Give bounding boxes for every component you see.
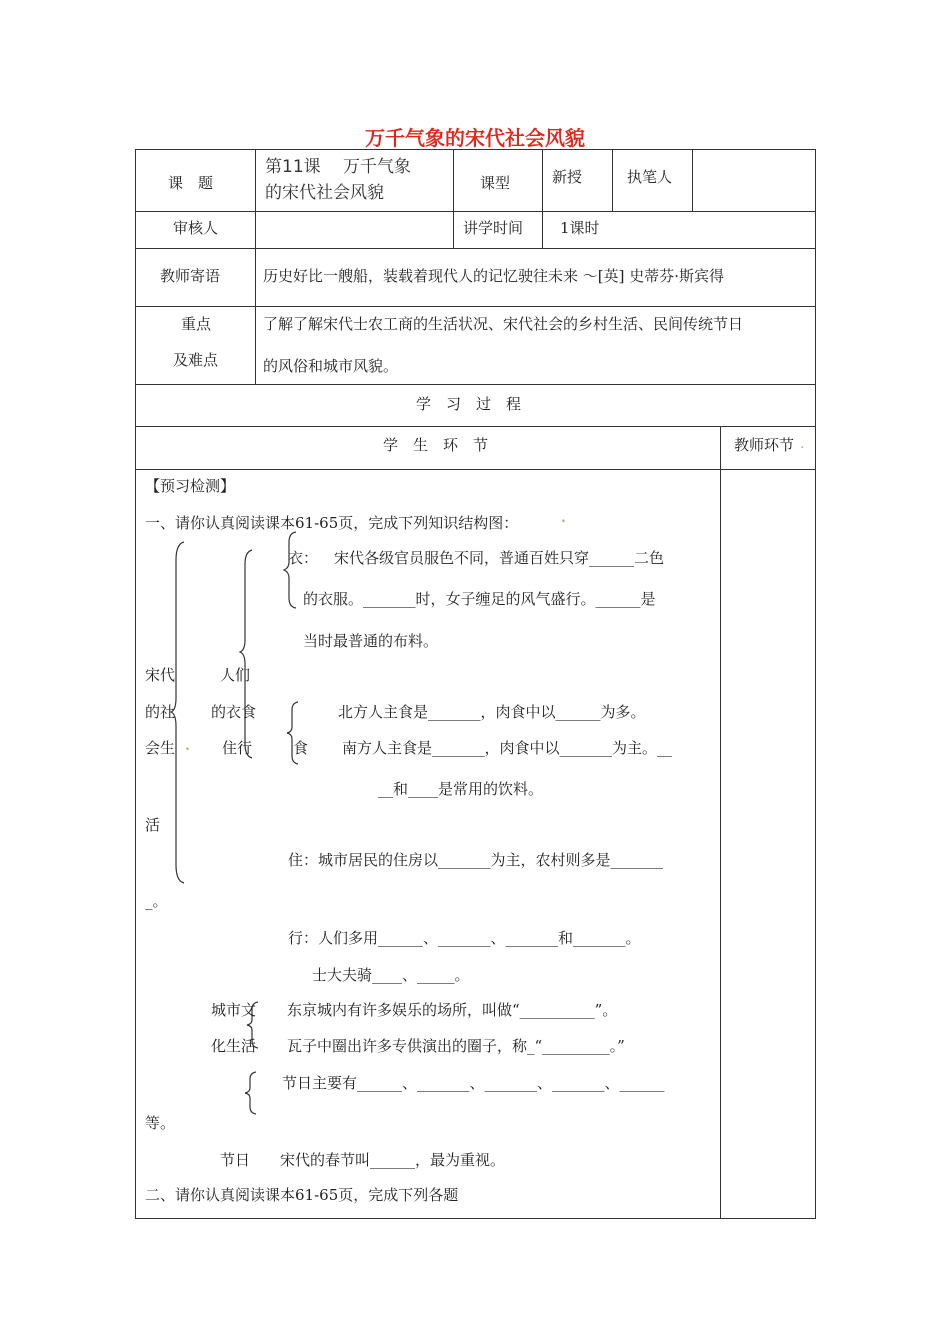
society-label-line2: 的社 (145, 703, 176, 721)
stray-dot: . (561, 510, 566, 526)
clothing-label: 衣： (288, 549, 319, 567)
society-label-line4: 活 (145, 816, 161, 834)
stray-dot: . (185, 738, 190, 754)
festival-line1: 节日主要有______、_______、_______、_______、______ (282, 1074, 665, 1092)
reviewer-label: 审核人 (173, 219, 219, 237)
question-two: 二、请你认真阅读课本61-65页，完成下列各题 (145, 1186, 459, 1204)
topic-label: 课 题 (168, 174, 214, 192)
clothing-line3: 当时最普通的布料。 (303, 632, 439, 650)
food-line1: 北方人主食是_______，肉食中以______为多。 (338, 703, 646, 721)
people-label-line3: 住行 (222, 739, 253, 757)
city-culture-label-line2: 化生活 (211, 1037, 257, 1055)
food-line3: __和____是常用的饮料。 (378, 780, 544, 798)
learning-process-heading: 学 习 过 程 (416, 395, 522, 413)
topic-value-line1: 第11课 万千气象 (265, 157, 412, 177)
focus-text-line2: 的风俗和城市风貌。 (263, 357, 399, 375)
preview-section-title: 【预习检测】 (145, 477, 236, 495)
festival-line3: 宋代的春节叫______，最为重视。 (280, 1151, 506, 1169)
housing-line2: _。 (145, 892, 168, 910)
festival-label: 节日 (220, 1151, 251, 1169)
clothing-line2: 的衣服。_______时，女子缠足的风气盛行。______是 (303, 590, 656, 608)
lecture-time-value: 1课时 (560, 219, 600, 237)
people-label-line2: 的衣食 (211, 703, 257, 721)
festival-brace-icon (242, 1070, 262, 1116)
food-label: 食 (293, 739, 309, 757)
people-label-line1: 人们 (220, 666, 251, 684)
clothing-food-brace-icon (238, 548, 258, 760)
city-culture-label-line1: 城市文 (211, 1001, 257, 1019)
travel-line1: 行：人们多用______、_______、_______和_______。 (288, 929, 641, 947)
teacher-section-heading: 教师环节 (734, 436, 795, 454)
focus-text-line1: 了解了解宋代士农工商的生活状况、宋代社会的乡村生活、民间传统节日 (263, 315, 744, 333)
course-type-label: 课型 (480, 174, 511, 192)
focus-label-line1: 重点 (181, 315, 212, 333)
author-label: 执笔人 (627, 168, 673, 186)
lecture-time-label: 讲学时间 (463, 219, 524, 237)
teacher-message-text: 历史好比一艘船，装载着现代人的记忆驶往未来 ～[英] 史蒂芬·斯宾得 (263, 267, 725, 285)
society-label-line3: 会生 (145, 739, 176, 757)
course-type-value: 新授 (552, 168, 583, 186)
stray-dot: . (800, 436, 805, 452)
society-label-line1: 宋代 (145, 666, 176, 684)
city-culture-line1: 东京城内有许多娱乐的场所，叫做“__________”。 (287, 1001, 618, 1019)
city-culture-line2: 瓦子中圈出许多专供演出的圈子，称_“_________。” (287, 1037, 625, 1055)
clothing-line1: 宋代各级官员服色不同，普通百姓只穿______二色 (334, 549, 665, 567)
topic-value-line2: 的宋代社会风貌 (265, 183, 384, 203)
cloth-brace-icon (282, 530, 302, 610)
question-one: 一、请你认真阅读课本61-65页，完成下列知识结构图： (145, 514, 519, 532)
travel-line2: 士大夫骑____、_____。 (312, 966, 470, 984)
teacher-message-label: 教师寄语 (160, 267, 221, 285)
focus-label-line2: 及难点 (173, 351, 219, 369)
festival-line2: 等。 (145, 1114, 176, 1132)
student-section-heading: 学 生 环 节 (383, 436, 489, 454)
housing-line1: 住：城市居民的住房以_______为主，农村则多是_______ (288, 851, 664, 869)
document-title: 万千气象的宋代社会风貌 (365, 126, 585, 150)
food-line2: 南方人主食是_______，肉食中以_______为主。__ (342, 739, 673, 757)
